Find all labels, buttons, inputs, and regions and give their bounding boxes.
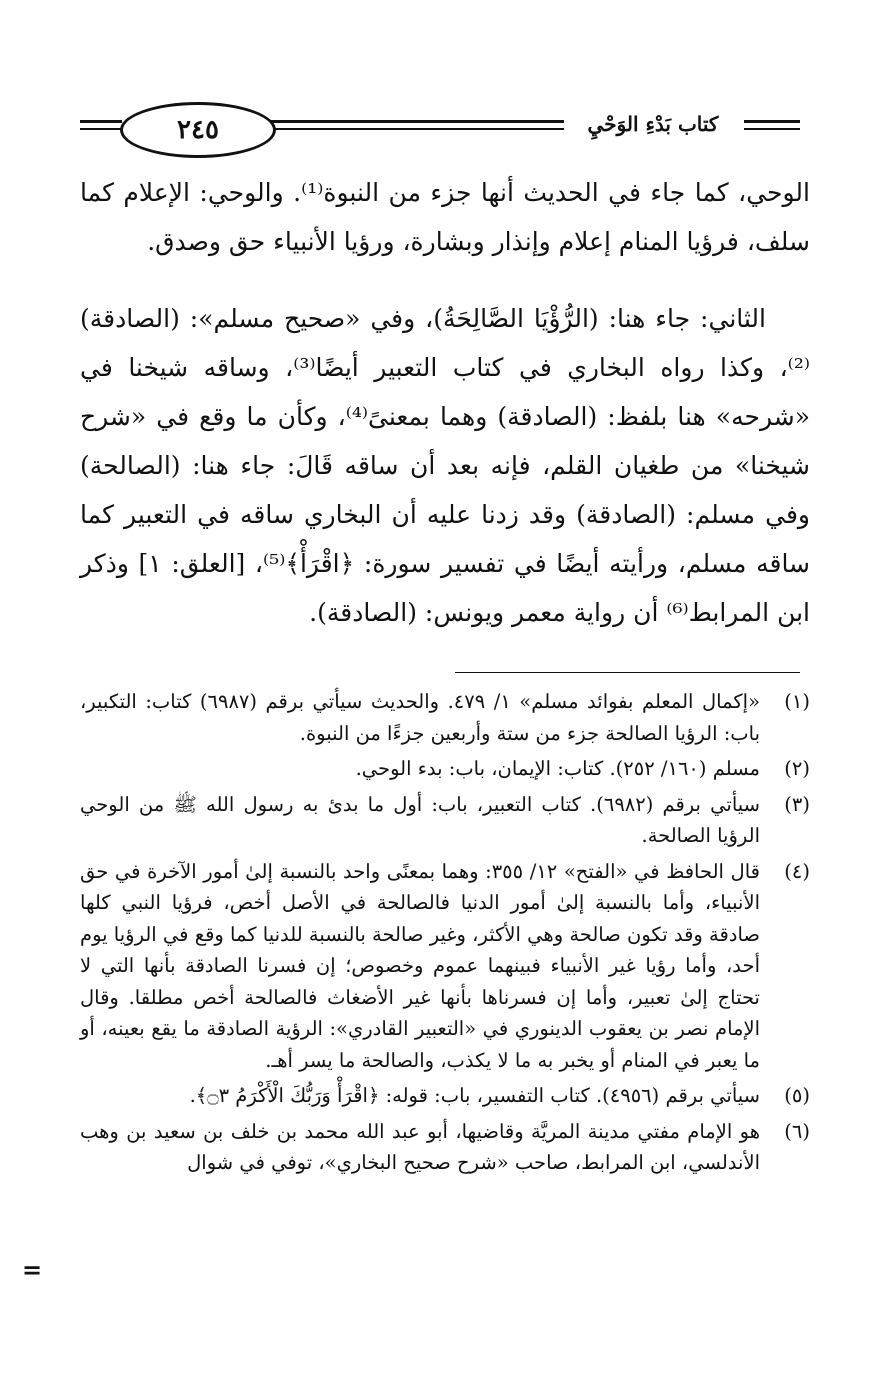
book-title: كتاب بَدْءِ الوَحْيِ bbox=[587, 112, 719, 136]
footnote-separator bbox=[455, 672, 800, 673]
footnote-number: (١) bbox=[784, 690, 810, 713]
continuation-mark: = bbox=[22, 1255, 43, 1284]
footnote-2 bbox=[80, 753, 810, 785]
main-text bbox=[80, 168, 810, 637]
footnote-number: (٥) bbox=[784, 1084, 810, 1107]
main-paragraph-2: الثاني: جاء هنا: (الرُّؤْيَا الصَّالِحَةُ)، وفي «صحيح مسلم»: (الصادقة)⁽²⁾، وكذا رواه البخاري في كتاب التعبير أيضًا⁽³⁾، وساقه شيخنا في «شرحه» هنا بلفظ: (الصادقة) وهما بمعنىً⁽⁴⁾، وكأن ما وقع في «شرح شيخنا» من طغيان القلم، فإنه بعد أن ساقه قَالَ: جاء هنا: (الصالحة) وفي مسلم: (الصادقة) وقد زدنا عليه أن البخاري ساقه في التعبير كما ساقه مسلم، ورأيته أيضًا في تفسير سورة: ﴿اقْرَأْ﴾⁽⁵⁾، [العلق: ١] وذكر ابن المرابط⁽⁶⁾ أن رواية معمر ويونس: (الصادقة). bbox=[80, 304, 811, 627]
footnotes bbox=[80, 686, 810, 1183]
footnote-text: هو الإمام مفتي مدينة المريَّة وقاضيها، أبو عبد الله محمد بن خلف بن سعيد بن وهب الأندلسي، ابن المرابط، صاحب «شرح صحيح البخاري»، توفي في شوال bbox=[80, 1119, 760, 1174]
footnote-4 bbox=[80, 856, 810, 1077]
footnote-number: (٢) bbox=[784, 757, 810, 780]
footnote-6 bbox=[80, 1116, 810, 1179]
footnote-text: «إكمال المعلم بفوائد مسلم» ١/ ٤٧٩. والحديث سيأتي برقم (٦٩٨٧) كتاب: التكبير، باب: الرؤيا الصالحة جزء من ستة وأربعين جزءًا من النبوة. bbox=[80, 690, 760, 745]
footnote-text: قال الحافظ في «الفتح» ١٢/ ٣٥٥: وهما بمعنًى واحد بالنسبة إلىٰ أمور الآخرة في حق الأنبياء، وأما بالنسبة إلىٰ أمور الدنيا فالصالحة في الأصل أخص، فرؤيا النبي كلها صادقة وقد تكون صالحة وهي الأكثر، وغير صالحة بالنسبة للدنيا كما وقع في الرؤيا يوم أحد، وأما رؤيا غير الأنبياء فبينهما عموم وخصوص؛ إن فسرنا الصادقة بأنها التي لا تحتاج إلىٰ تعبير، وأما إن فسرناها بأنها غير الأضغاث فالصالحة أخص مطلقا. وقال الإمام نصر بن يعقوب الدينوري في «التعبير القادري»: الرؤية الصادقة ما يقع بعينه، أو ما يعبر في المنام أو يخبر به ما لا يكذب، والصالحة ما يسر أهـ. bbox=[80, 859, 760, 1072]
footnote-number: (٤) bbox=[784, 859, 810, 883]
page-number: ٢٤٥ bbox=[120, 102, 276, 158]
footnote-number: (٦) bbox=[784, 1119, 810, 1143]
page-header bbox=[80, 90, 800, 160]
footnote-text: مسلم (١٦٠/ ٢٥٢). كتاب: الإيمان، باب: بدء الوحي. bbox=[355, 757, 760, 780]
footnote-5 bbox=[80, 1080, 810, 1112]
footnote-number: (٣) bbox=[784, 792, 810, 816]
footnote-1 bbox=[80, 686, 810, 749]
footnote-text: سيأتي برقم (٦٩٨٢). كتاب التعبير، باب: أول ما بدئ به رسول الله ﷺ من الوحي الرؤيا الصالحة. bbox=[80, 792, 760, 847]
footnote-3 bbox=[80, 789, 810, 852]
main-paragraph-1: الوحي، كما جاء في الحديث أنها جزء من النبوة⁽¹⁾. والوحي: الإعلام كما سلف، فرؤيا المنام إعلام وإنذار وبشارة، ورؤيا الأنبياء حق وصدق. bbox=[80, 178, 810, 256]
footnote-text: سيأتي برقم (٤٩٥٦). كتاب التفسير، باب: قوله: ﴿اقْرَأْ وَرَبُّكَ الْأَكْرَمُ ۝٣﴾. bbox=[189, 1084, 760, 1107]
